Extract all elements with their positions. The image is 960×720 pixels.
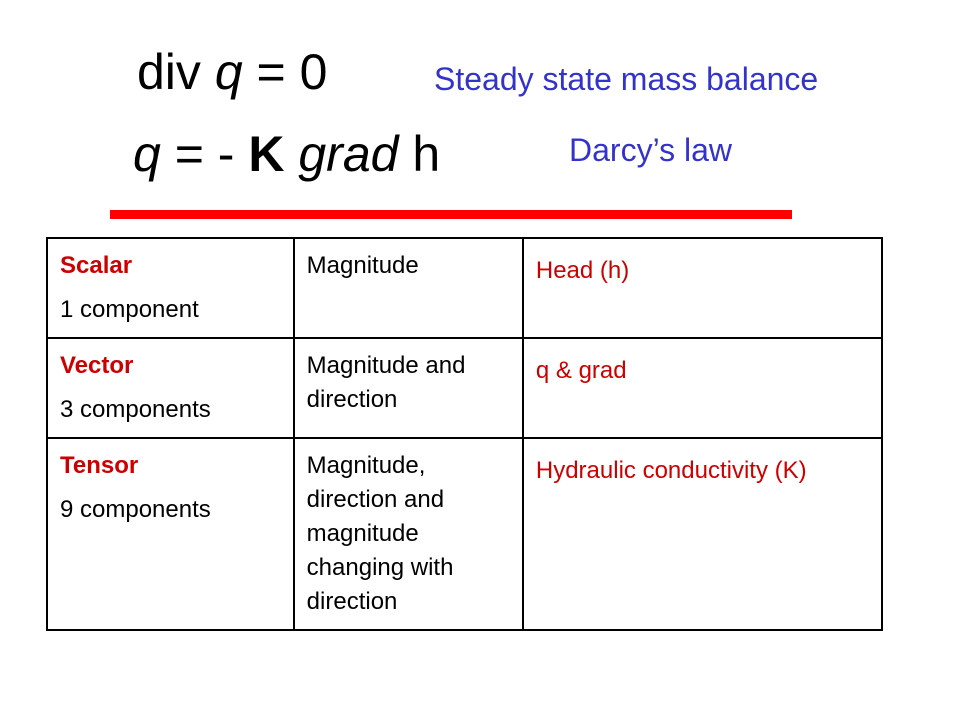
component-count: 9 components — [60, 496, 211, 523]
example-text: q & grad — [535, 357, 627, 384]
type-cell — [47, 438, 294, 630]
example-cell — [523, 438, 882, 630]
component-count: 3 components — [60, 396, 211, 423]
type-cell — [47, 338, 294, 438]
grad-operator: grad — [298, 126, 399, 182]
example-text: Head (h) — [535, 257, 630, 284]
quantity-type-table — [46, 237, 883, 631]
type-name: Scalar — [60, 252, 133, 279]
type-name: Tensor — [60, 452, 139, 479]
conductivity-variable: K — [248, 126, 285, 182]
description-text: Magnitude, direction and magnitude changing with direction — [306, 452, 454, 615]
example-cell — [523, 238, 882, 338]
div-operator: div — [137, 44, 215, 100]
flux-variable: q — [133, 126, 161, 182]
darcy-equation — [133, 124, 440, 184]
type-cell — [47, 238, 294, 338]
space — [284, 126, 298, 182]
equals-zero: = 0 — [242, 44, 328, 100]
description-text: Magnitude and direction — [306, 352, 466, 413]
description-cell — [294, 238, 523, 338]
flux-variable: q — [214, 44, 243, 100]
equals-minus: = - — [160, 126, 249, 182]
table-row — [47, 438, 882, 630]
description-text: Magnitude — [306, 252, 419, 279]
head-variable: h — [398, 126, 441, 182]
description-cell — [294, 338, 523, 438]
darcy-note: Darcy’s law — [569, 132, 732, 168]
red-divider — [110, 210, 792, 219]
example-cell — [523, 338, 882, 438]
table-row — [47, 238, 882, 338]
mass-balance-note: Steady state mass balance — [434, 61, 819, 97]
description-cell — [294, 438, 523, 630]
table-row — [47, 338, 882, 438]
type-name: Vector — [60, 352, 134, 379]
example-text: Hydraulic conductivity (K) — [535, 457, 807, 484]
component-count: 1 component — [60, 296, 199, 323]
mass-balance-equation — [137, 42, 327, 102]
